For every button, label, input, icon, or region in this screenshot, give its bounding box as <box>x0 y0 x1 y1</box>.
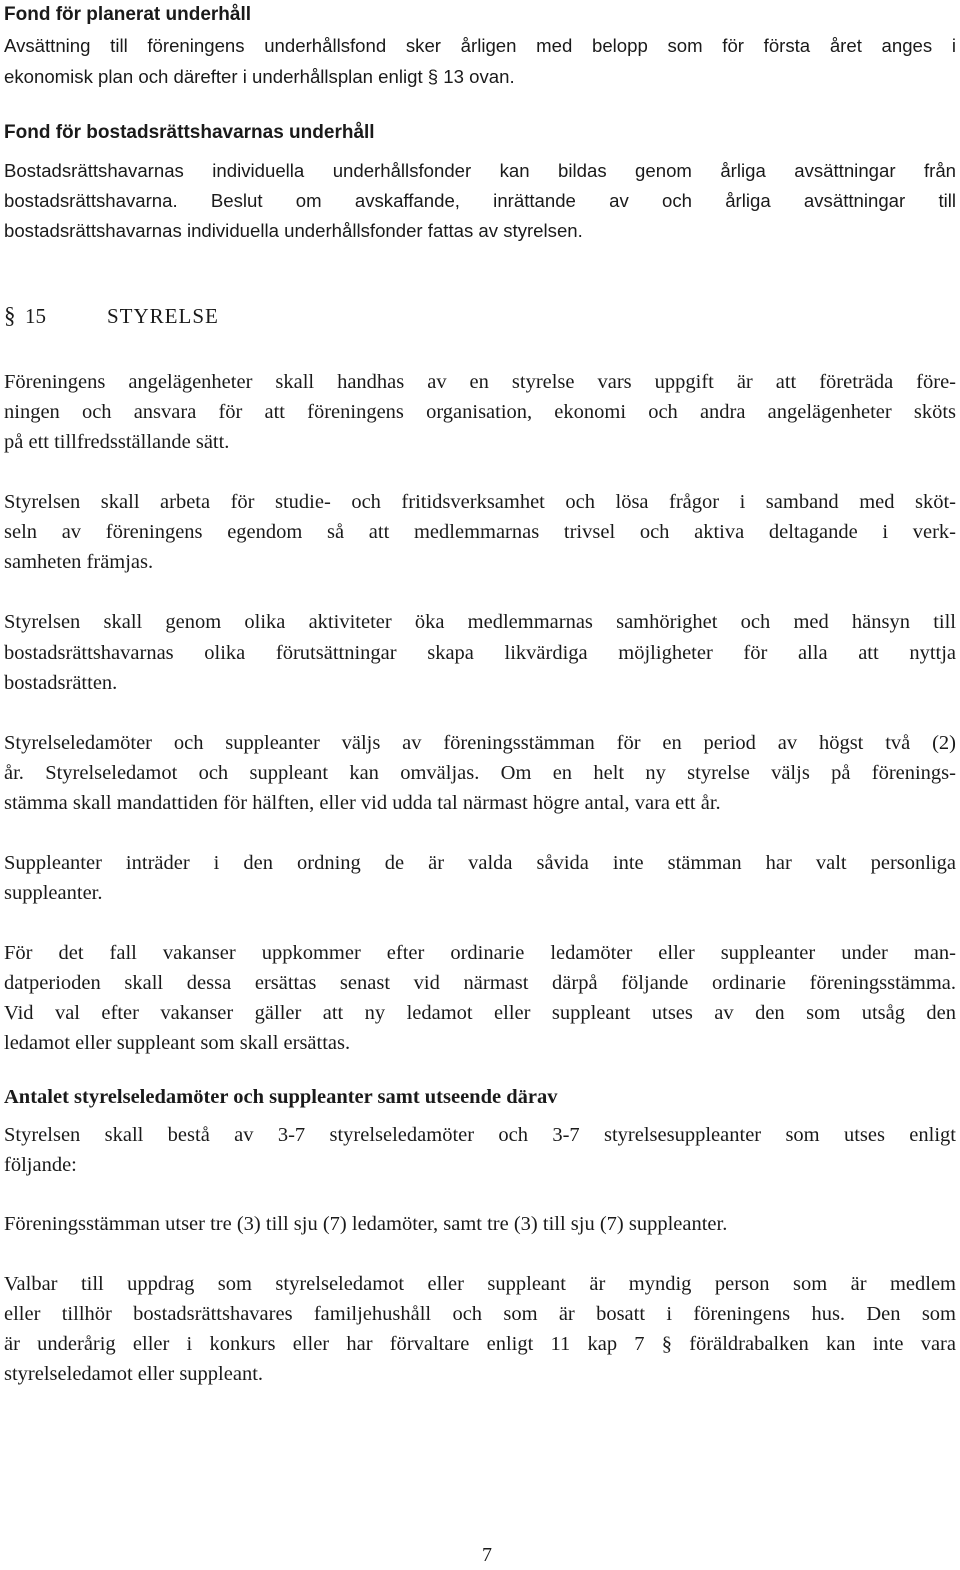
text-line: samheten främjas. <box>4 551 154 573</box>
heading-fond-planerat: Fond för planerat underhåll <box>4 4 252 25</box>
text-line: följande: <box>4 1154 77 1176</box>
text-line: ningen och ansvara för att föreningens organisation, ekonomi och andra angelägenheter sköts <box>4 401 956 423</box>
text-line: ledamot eller suppleant som skall ersättas. <box>4 1032 351 1054</box>
section-number: 15 <box>25 304 46 328</box>
text-line: Suppleanter inträder i den ordning de är valda såvida inte stämman har valt personliga <box>4 852 956 874</box>
text-line: år. Styrelseledamot och suppleant kan omväljas. Om en helt ny styrelse väljs på förenings- <box>4 762 956 784</box>
text-line: bostadsrätten. <box>4 672 118 694</box>
page-number: 7 <box>482 1544 492 1566</box>
text-line: ekonomisk plan och därefter i underhållsplan enligt § 13 ovan. <box>4 66 515 87</box>
text-line: bostadsrättshavarna. Beslut om avskaffande, inrättande av och årliga avsättningar till <box>4 190 956 211</box>
text-line: Styrelsen skall genom olika aktiviteter öka medlemmarnas samhörighet och med hänsyn till <box>4 611 956 633</box>
text-line: För det fall vakanser uppkommer efter ordinarie ledamöter eller suppleanter under man- <box>4 942 956 964</box>
text-line: bostadsrättshavarnas individuella underhållsfonder fattas av styrelsen. <box>4 220 583 241</box>
text-line: Bostadsrättshavarnas individuella underhållsfonder kan bildas genom årliga avsättningar från <box>4 160 956 181</box>
text-line: Avsättning till föreningens underhållsfond sker årligen med belopp som för första året anges i <box>4 35 956 56</box>
text-line: Vid val efter vakanser gäller att ny ledamot eller suppleant utses av den som utsåg den <box>4 1002 956 1024</box>
heading-antalet: Antalet styrelseledamöter och suppleanter samt utseende därav <box>4 1086 558 1108</box>
text-line: datperioden skall dessa ersättas senast vid närmast därpå följande ordinarie föreningsstämma. <box>4 972 956 994</box>
text-line: är underårig eller i konkurs eller har förvaltare enligt 11 kap 7 § föräldrabalken kan inte vara <box>4 1333 956 1355</box>
text-line: suppleanter. <box>4 882 103 904</box>
text-line: styrelseledamot eller suppleant. <box>4 1363 264 1385</box>
heading-fond-bostadsratt: Fond för bostadsrättshavarnas underhåll <box>4 122 375 143</box>
text-line: bostadsrättshavarnas olika förutsättningar skapa likvärdiga möjligheter för alla att nyttja <box>4 642 956 664</box>
text-line: Styrelsen skall bestå av 3-7 styrelseledamöter och 3-7 styrelsesuppleanter som utses enligt <box>4 1124 956 1146</box>
section-symbol: § <box>4 303 16 328</box>
text-line: Föreningens angelägenheter skall handhas av en styrelse vars uppgift är att företräda före- <box>4 371 956 393</box>
text-line: seln av föreningens egendom så att medlemmarnas trivsel och aktiva deltagande i verk- <box>4 521 956 543</box>
text-line: stämma skall mandattiden för hälften, eller vid udda tal närmast högre antal, vara ett år. <box>4 792 721 814</box>
text-line: eller tillhör bostadsrättshavares familjehushåll och som är bosatt i föreningens hus. Den som <box>4 1303 956 1325</box>
section-title: STYRELSE <box>107 304 219 328</box>
text-line: Valbar till uppdrag som styrelseledamot eller suppleant är myndig person som är medlem <box>4 1273 956 1295</box>
text-line: Styrelseledamöter och suppleanter väljs av föreningsstämman för en period av högst två (2) <box>4 732 956 754</box>
text-line: Styrelsen skall arbeta för studie- och fritidsverksamhet och lösa frågor i samband med sköt- <box>4 491 956 513</box>
text-line: på ett tillfredsställande sätt. <box>4 431 230 453</box>
text-line: Föreningsstämman utser tre (3) till sju (7) ledamöter, samt tre (3) till sju (7) suppleanter. <box>4 1213 728 1235</box>
